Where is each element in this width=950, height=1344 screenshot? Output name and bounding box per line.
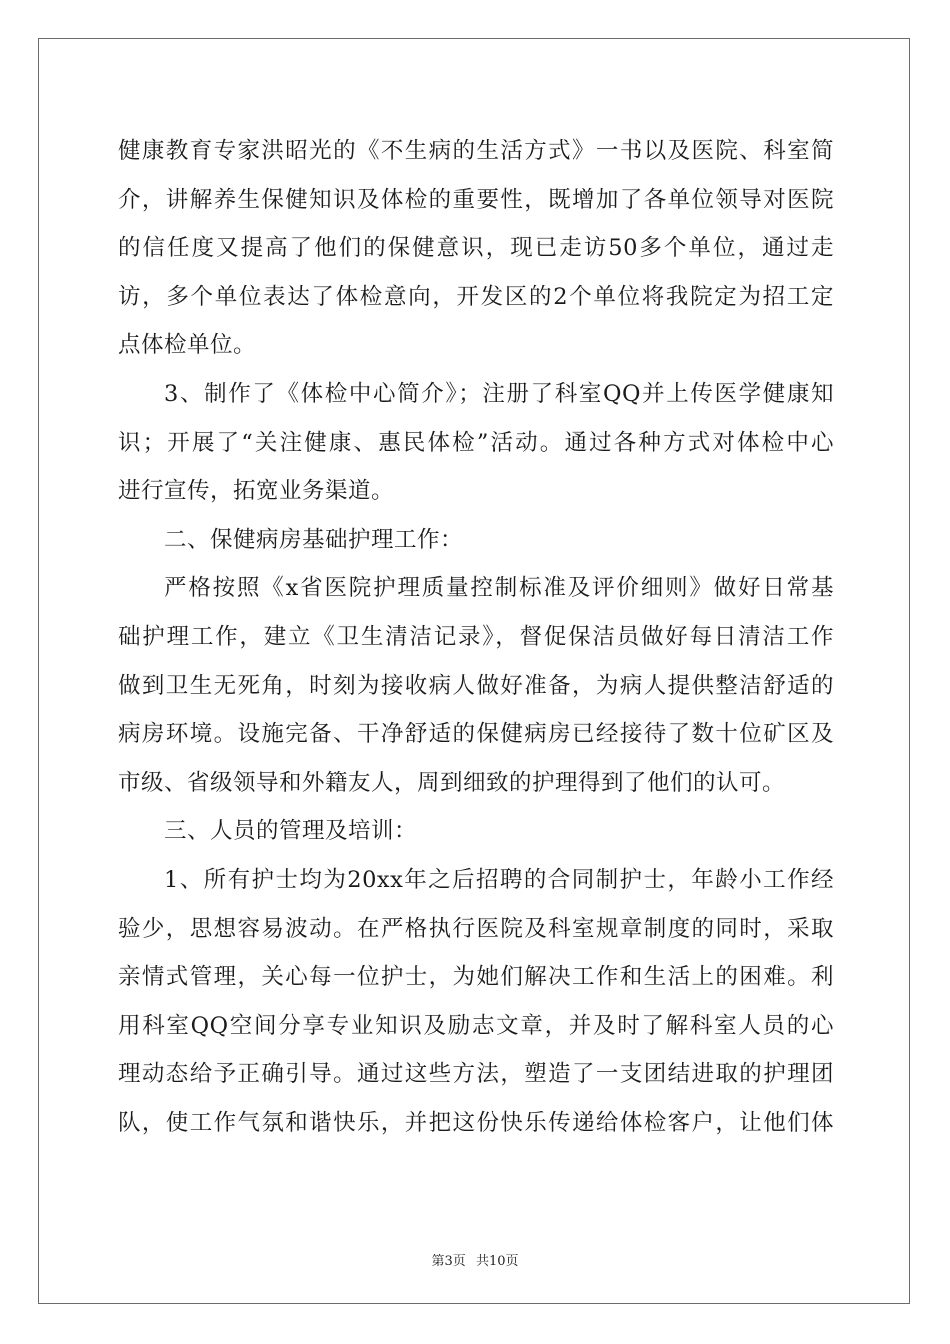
paragraph-4-line-4: 病房环境。设施完备、干净舒适的保健病房已经接待了数十位矿区及 [118, 721, 834, 748]
paragraph-6-line-2: 验少，思想容易波动。在严格执行医院及科室规章制度的同时，采取 [118, 915, 834, 942]
paragraph-6-line-5: 理动态给予正确引导。通过这些方法，塑造了一支团结进取的护理团 [118, 1061, 834, 1088]
document-body [118, 127, 834, 1147]
paragraph-1-line-4: 访，多个单位表达了体检意向，开发区的2个单位将我院定为招工定 [118, 283, 834, 310]
page-total: 共10页 [475, 1254, 519, 1269]
page-number: 第3页 [431, 1254, 466, 1269]
paragraph-2-line-3: 进行宣传，拓宽业务渠道。 [118, 478, 395, 505]
paragraph-4-line-1: 严格按照《x省医院护理质量控制标准及评价细则》做好日常基 [164, 575, 834, 602]
paragraph-2-line-1: 3、制作了《体检中心简介》；注册了科室QQ并上传医学健康知 [164, 380, 834, 407]
paragraph-1-line-2: 介，讲解养生保健知识及体检的重要性，既增加了各单位领导对医院 [118, 186, 834, 213]
paragraph-4-line-2: 础护理工作，建立《卫生清洁记录》，督促保洁员做好每日清洁工作 [118, 623, 834, 650]
paragraph-4-line-3: 做到卫生无死角，时刻为接收病人做好准备，为病人提供整洁舒适的 [118, 672, 834, 699]
paragraph-1-line-3: 的信任度又提高了他们的保健意识，现已走访50多个单位，通过走 [118, 235, 834, 262]
paragraph-2-line-2: 识；开展了“关注健康、惠民体检”活动。通过各种方式对体检中心 [118, 429, 834, 456]
paragraph-6-line-4: 用科室QQ空间分享专业知识及励志文章，并及时了解科室人员的心 [118, 1012, 834, 1039]
paragraph-4-line-5: 市级、省级领导和外籍友人，周到细致的护理得到了他们的认可。 [118, 769, 786, 796]
paragraph-1-line-1: 健康教育专家洪昭光的《不生病的生活方式》一书以及医院、科室简 [118, 138, 834, 164]
paragraph-1-line-5: 点体检单位。 [118, 332, 257, 359]
paragraph-6-line-1: 1、所有护士均为20xx年之后招聘的合同制护士，年龄小工作经 [164, 866, 834, 893]
paragraph-6-line-6: 队，使工作气氛和谐快乐，并把这份快乐传递给体检客户，让他们体 [118, 1109, 834, 1136]
paragraph-6-line-3: 亲情式管理，关心每一位护士，为她们解决工作和生活上的困难。利 [118, 964, 834, 991]
page-footer [0, 1250, 950, 1269]
paragraph-5-line-1: 三、人员的管理及培训： [164, 818, 418, 845]
paragraph-3-line-1: 二、保健病房基础护理工作： [164, 526, 464, 553]
